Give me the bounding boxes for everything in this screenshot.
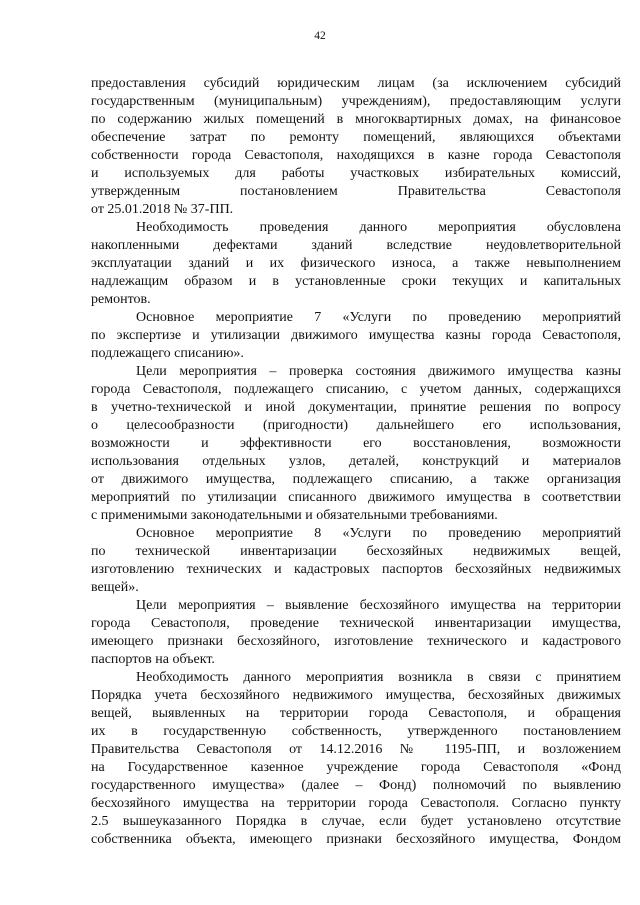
paragraph: [91, 363, 621, 525]
paragraph: [91, 525, 621, 597]
text-line: 2.5 вышеуказанного Порядка в случае, если будет установлено отсутствие: [91, 814, 621, 829]
text-line: и используемых для работы участковых избирательных комиссий,: [91, 166, 621, 181]
text-line: Необходимость данного мероприятия возникла в связи с принятием: [136, 670, 621, 685]
text-line: мероприятий по утилизации списанного движимого имущества в соответствии: [91, 490, 621, 505]
text-line: имеющего признаки бесхозяйного, изготовление технического и кадастрового: [91, 634, 621, 649]
text-line: использования отдельных узлов, деталей, конструкций и материалов: [91, 454, 621, 469]
text-line: возможности и эффективности его восстановления, возможности: [91, 436, 621, 451]
text-line: города Севастополя, проведение технической инвентаризации имущества,: [91, 616, 621, 631]
text-line: Цели мероприятия – проверка состояния движимого имущества казны: [136, 364, 621, 379]
text-line: в учетно-технической и иной документации, принятие решения по вопросу: [91, 400, 621, 415]
text-line: вещей».: [91, 580, 139, 595]
text-line: собственности города Севастополя, находящихся в казне города Севастополя: [91, 148, 621, 163]
text-line: от движимого имущества, подлежащего списанию, а также организация: [91, 472, 621, 487]
text-line: на Государственное казенное учреждение города Севастополя «Фонд: [91, 760, 621, 775]
body-text: [91, 75, 621, 849]
text-line: Основное мероприятие 7 «Услуги по проведению мероприятий: [136, 310, 621, 325]
text-line: государственным (муниципальным) учреждениям), предоставляющим услуги: [91, 94, 621, 109]
text-line: утвержденным постановлением Правительства Севастополя: [91, 184, 621, 199]
text-line: изготовлению технических и кадастровых паспортов бесхозяйных недвижимых: [91, 562, 621, 577]
text-line: эксплуатации зданий и их физического износа, а также невыполнением: [91, 256, 621, 271]
text-line: по технической инвентаризации бесхозяйных недвижимых вещей,: [91, 544, 621, 559]
text-line: их в государственную собственность, утвержденного постановлением: [91, 724, 621, 739]
text-line: вещей, выявленных на территории города Севастополя, и обращения: [91, 706, 621, 721]
paragraph: [91, 75, 621, 219]
text-line: накопленными дефектами зданий вследствие неудовлетворительной: [91, 238, 621, 253]
page-number: 42: [314, 30, 326, 42]
text-line: подлежащего списанию».: [91, 346, 244, 361]
text-line: паспортов на объект.: [91, 652, 215, 667]
text-line: Порядка учета бесхозяйного недвижимого имущества, бесхозяйных движимых: [91, 688, 621, 703]
text-line: Правительства Севастополя от 14.12.2016 № 1195-ПП, и возложением: [91, 742, 621, 757]
text-line: города Севастополя, подлежащего списанию, с учетом данных, содержащихся: [91, 382, 621, 397]
text-line: о целесообразности (пригодности) дальнейшего его использования,: [91, 418, 621, 433]
text-line: ремонтов.: [91, 292, 151, 307]
text-line: Необходимость проведения данного мероприятия обусловлена: [136, 220, 621, 235]
paragraph: [91, 597, 621, 669]
text-line: надлежащим образом и в установленные сроки текущих и капитальных: [91, 274, 621, 289]
text-line: Цели мероприятия – выявление бесхозяйного имущества на территории: [136, 598, 621, 613]
paragraph: [91, 669, 621, 849]
text-line: с применимыми законодательными и обязательными требованиями.: [91, 508, 498, 523]
text-line: от 25.01.2018 № 37-ПП.: [91, 202, 234, 217]
text-line: по содержанию жилых помещений в многоквартирных домах, на финансовое: [91, 112, 621, 127]
paragraph: [91, 219, 621, 309]
text-line: собственника объекта, имеющего признаки бесхозяйного имущества, Фондом: [91, 832, 621, 847]
text-line: предоставления субсидий юридическим лицам (за исключением субсидий: [91, 76, 621, 91]
text-line: обеспечение затрат по ремонту помещений, являющихся объектами: [91, 130, 621, 145]
text-line: Основное мероприятие 8 «Услуги по проведению мероприятий: [136, 526, 621, 541]
text-line: по экспертизе и утилизации движимого имущества казны города Севастополя,: [91, 328, 621, 343]
text-line: государственного имущества» (далее – Фонд) полномочий по выявлению: [91, 778, 621, 793]
text-line: бесхозяйного имущества на территории города Севастополя. Согласно пункту: [91, 796, 621, 811]
paragraph: [91, 309, 621, 363]
